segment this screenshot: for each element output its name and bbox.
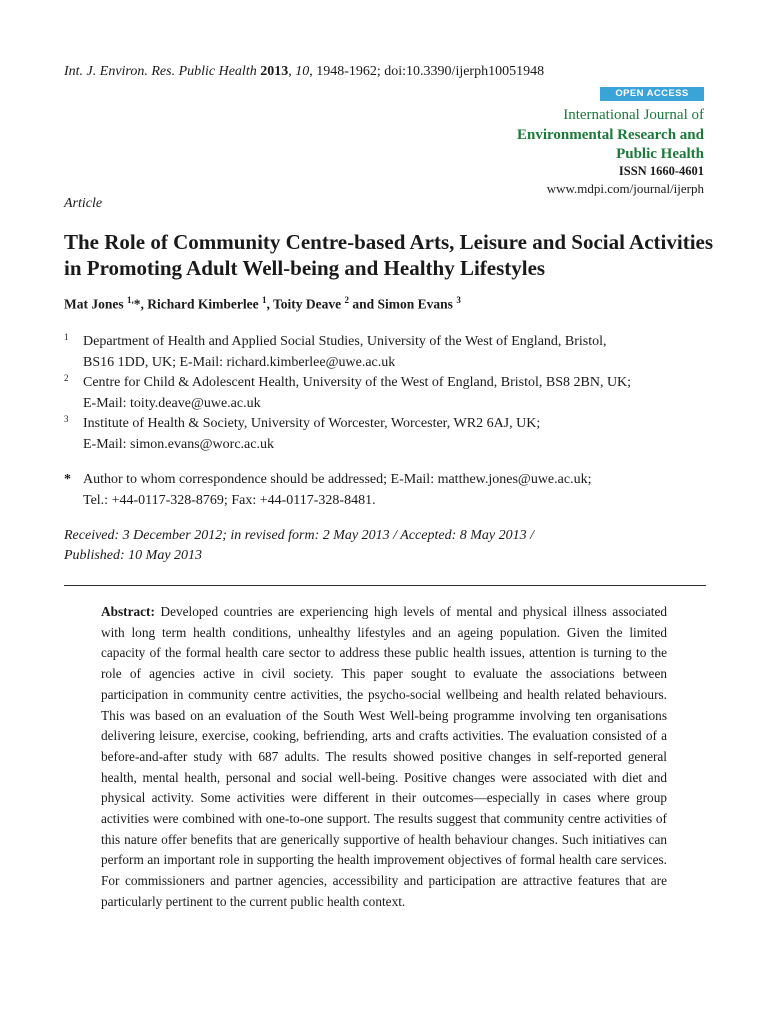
article-type: Article xyxy=(64,196,103,211)
correspondence-line[interactable]: Author to whom correspondence should be addressed; E-Mail: matthew.jones@uwe.ac.uk; xyxy=(83,472,592,487)
affiliation-number: 2 xyxy=(64,373,69,383)
abstract xyxy=(101,602,667,913)
journal-name-line2: Environmental Research and xyxy=(517,127,704,143)
journal-url[interactable]: www.mdpi.com/journal/ijerph xyxy=(546,181,704,196)
author-name: Mat Jones xyxy=(64,296,124,312)
affiliation-line[interactable]: E-Mail: toity.deave@uwe.ac.uk xyxy=(83,396,261,411)
affiliation-line: Centre for Child & Adolescent Health, University of the West of England, Bristol, BS8 2BN, UK; xyxy=(83,375,632,390)
affiliation-line[interactable]: BS16 1DD, UK; E-Mail: richard.kimberlee@uwe.ac.uk xyxy=(83,355,396,370)
correspondence-note xyxy=(64,469,714,511)
correspondence-marker: * xyxy=(64,472,71,487)
citation-pages-doi: , 1948-1962; doi:10.3390/ijerph10051948 xyxy=(309,64,545,79)
abstract-label: Abstract: xyxy=(101,604,155,619)
correspondence-line: Tel.: +44-0117-328-8769; Fax: +44-0117-328-8481. xyxy=(83,493,376,508)
journal-abbrev: Int. J. Environ. Res. Public Health xyxy=(64,64,257,79)
affiliation-3 xyxy=(64,413,714,455)
author-list xyxy=(64,295,461,313)
abstract-text: Developed countries are experiencing high levels of mental and physical illness associated with long term health conditions, unhealthy lifestyles and an ageing population. Given the limited capacity of the formal health care sector to address these public health issues, attention is turning to the role of agencies active in civil society. This paper sought to evaluate the associations between participation in community centre activities, the psycho-social wellbeing and health related behaviours. This was based on an evaluation of the South West Well-being programme involving ten organisations delivering leisure, exercise, cooking, befriending, arts and crafts activities. The evaluation consisted of a before-and-after study with 687 adults. The results showed positive changes in self-reported general health, mental health, personal and social well-being. Positive changes were associated with diet and physical activity. Some activities were different in their outcomes—especially in cases where group activities were combined with one-to-one support. The results suggest that community centre activities of this nature offer benefits that are generically supportive of health behaviour changes. Such initiatives can perform an important role in supporting the health improvement objectives of formal health care services. For commissioners and partner agencies, accessibility and participation are attractive features that are particularly pertinent to the current public health context. xyxy=(101,604,667,909)
affiliation-number: 3 xyxy=(64,414,69,424)
affiliation-line: Department of Health and Applied Social Studies, University of the West of England, Bristol, xyxy=(83,334,607,349)
author-affil-sup: 2 xyxy=(344,295,349,305)
journal-name-line1: International Journal of xyxy=(563,107,704,123)
journal-name-line3: Public Health xyxy=(616,146,704,162)
affiliation-line: Institute of Health & Society, University of Worcester, Worcester, WR2 6AJ, UK; xyxy=(83,416,541,431)
affiliation-1 xyxy=(64,331,714,373)
author-name: Richard Kimberlee xyxy=(147,296,259,312)
author-name: Simon Evans xyxy=(377,296,453,312)
affiliation-2 xyxy=(64,372,714,414)
section-divider xyxy=(64,585,706,586)
journal-issn: ISSN 1660-4601 xyxy=(618,164,704,178)
author-affil-sup: 3 xyxy=(456,295,461,305)
dates-line: Received: 3 December 2012; in revised form: 2 May 2013 / Accepted: 8 May 2013 / xyxy=(64,528,535,543)
dates-line: Published: 10 May 2013 xyxy=(64,548,203,563)
author-separator: and xyxy=(349,296,378,312)
affiliation-number: 1 xyxy=(64,332,69,342)
author-affil-sup: 1, xyxy=(127,295,134,305)
author-affil-sup: 1 xyxy=(261,295,267,305)
citation-volume: 10 xyxy=(295,64,310,79)
author-separator: *, xyxy=(133,296,148,312)
author-name: Toity Deave xyxy=(273,296,342,312)
paper-title: The Role of Community Centre-based Arts, Leisure and Social Activities in Promoting Adult Well-being and Healthy Lifestyles xyxy=(64,230,714,280)
author-separator: , xyxy=(266,296,273,312)
citation-year: 2013 xyxy=(260,64,289,79)
citation-line: Int. J. Environ. Res. Public Health 2013, 10, 1948-1962; doi:10.3390/ijerph10051948 xyxy=(64,64,545,79)
affiliation-line[interactable]: E-Mail: simon.evans@worc.ac.uk xyxy=(83,437,274,452)
open-access-badge: OPEN ACCESS xyxy=(600,87,704,101)
publication-dates xyxy=(64,526,534,566)
